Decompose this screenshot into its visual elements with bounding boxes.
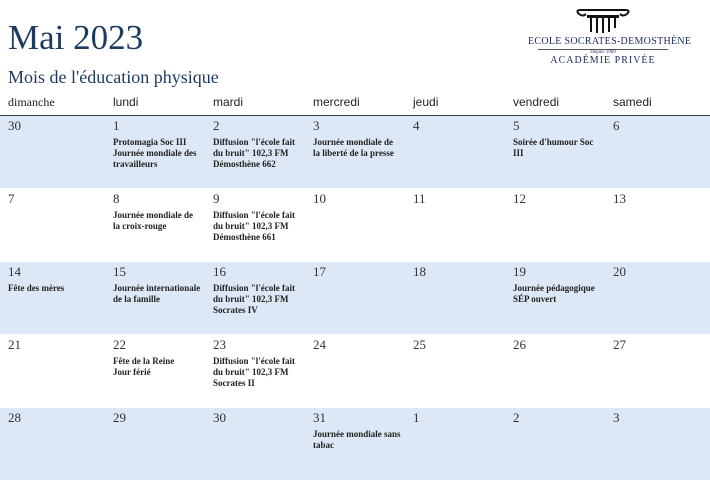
logo-tagline: ACADÉMIE PRIVÉE: [550, 55, 656, 66]
day-number: 2: [513, 410, 520, 425]
day-number: 6: [613, 118, 620, 133]
page-subtitle: Mois de l'éducation physique: [8, 67, 219, 87]
calendar-week-row: [0, 116, 710, 189]
weekday-header: mercredi: [313, 95, 360, 109]
calendar-day-cell[interactable]: [205, 408, 305, 480]
weekday-header: dimanche: [8, 95, 55, 109]
day-number: 1: [113, 118, 120, 133]
calendar-day-cell[interactable]: [605, 262, 710, 334]
day-number: 16: [213, 264, 226, 279]
calendar-day-cell[interactable]: [105, 189, 205, 261]
day-number: 17: [313, 264, 326, 279]
calendar-week-row: [0, 189, 710, 262]
day-event: Diffusion "l'école fait du bruit" 102,3 FM Socrates II: [213, 356, 295, 388]
day-number: 15: [113, 264, 126, 279]
day-number: 8: [113, 191, 120, 206]
calendar-day-cell[interactable]: [105, 262, 205, 334]
day-number: 25: [413, 337, 426, 352]
calendar-day-cell[interactable]: [0, 335, 105, 407]
day-number: 30: [213, 410, 226, 425]
calendar-day-cell[interactable]: [305, 262, 405, 334]
day-number: 31: [313, 410, 326, 425]
calendar-day-cell[interactable]: [505, 408, 605, 480]
day-event: Fête des mères: [8, 283, 65, 293]
calendar-day-cell[interactable]: [205, 335, 305, 407]
calendar-day-cell[interactable]: [505, 262, 605, 334]
day-event: Diffusion "l'école fait du bruit" 102,3 FM Socrates IV: [213, 283, 295, 315]
calendar-day-cell[interactable]: [0, 408, 105, 480]
calendar-day-cell[interactable]: [305, 189, 405, 261]
weekday-header: jeudi: [413, 95, 439, 109]
day-number: 2: [213, 118, 220, 133]
calendar-day-cell[interactable]: [605, 335, 710, 407]
day-number: 21: [8, 337, 21, 352]
weekday-header: samedi: [613, 95, 652, 109]
weekday-header: lundi: [113, 95, 139, 109]
day-number: 30: [8, 118, 21, 133]
calendar-day-cell[interactable]: [105, 116, 205, 188]
page-title: Mai 2023: [8, 18, 144, 57]
day-number: 24: [313, 337, 326, 352]
calendar-day-cell[interactable]: [605, 189, 710, 261]
calendar-day-cell[interactable]: [405, 189, 505, 261]
day-number: 23: [213, 337, 226, 352]
calendar-day-cell[interactable]: [105, 335, 205, 407]
calendar-day-cell[interactable]: [605, 116, 710, 188]
day-number: 13: [613, 191, 626, 206]
calendar-day-cell[interactable]: [205, 189, 305, 261]
calendar-day-cell[interactable]: [0, 116, 105, 188]
day-event: Journée mondiale de la croix-rouge: [113, 210, 193, 231]
calendar-day-cell[interactable]: [0, 189, 105, 261]
day-number: 27: [613, 337, 626, 352]
day-event: Diffusion "l'école fait du bruit" 102,3 FM Démosthène 661: [213, 210, 295, 242]
day-number: 11: [413, 191, 426, 206]
calendar-day-cell[interactable]: [405, 408, 505, 480]
day-number: 12: [513, 191, 526, 206]
weekday-header: vendredi: [513, 95, 560, 109]
day-event: Journée pédagogique SÉP ouvert: [513, 283, 595, 304]
calendar-day-cell[interactable]: [405, 116, 505, 188]
day-number: 1: [413, 410, 420, 425]
day-number: 28: [8, 410, 21, 425]
day-number: 20: [613, 264, 626, 279]
calendar-day-cell[interactable]: [0, 262, 105, 334]
day-event: Journée mondiale de la liberté de la presse: [313, 137, 394, 158]
school-logo: [528, 6, 692, 82]
calendar-grid: [0, 116, 710, 481]
calendar-day-cell[interactable]: [205, 116, 305, 188]
calendar-week-row: [0, 262, 710, 335]
day-number: 14: [8, 264, 21, 279]
column-capital-icon: [573, 8, 633, 36]
day-event: Protomagia Soc III Journée mondiale des travailleurs: [113, 137, 197, 169]
day-event: Journée internationale de la famille: [113, 283, 201, 304]
calendar-day-cell[interactable]: [405, 335, 505, 407]
day-event: Fête de la Reine Jour férié: [113, 356, 175, 377]
day-number: 7: [8, 191, 15, 206]
logo-since: Depuis 1969: [538, 49, 668, 55]
calendar-day-cell[interactable]: [505, 335, 605, 407]
day-event: Diffusion "l'école fait du bruit" 102,3 FM Démosthène 662: [213, 137, 295, 169]
calendar-week-row: [0, 335, 710, 408]
day-number: 22: [113, 337, 126, 352]
calendar-day-cell[interactable]: [605, 408, 710, 480]
day-number: 18: [413, 264, 426, 279]
day-number: 29: [113, 410, 126, 425]
day-number: 5: [513, 118, 520, 133]
day-number: 3: [313, 118, 320, 133]
day-event: Soirée d'humour Soc III: [513, 137, 594, 158]
day-number: 4: [413, 118, 420, 133]
day-number: 26: [513, 337, 526, 352]
calendar-day-cell[interactable]: [305, 408, 405, 480]
calendar-day-cell[interactable]: [305, 335, 405, 407]
calendar-day-cell[interactable]: [405, 262, 505, 334]
weekday-header: mardi: [213, 95, 244, 109]
calendar-day-cell[interactable]: [105, 408, 205, 480]
day-number: 19: [513, 264, 526, 279]
calendar-week-row: [0, 408, 710, 481]
day-number: 9: [213, 191, 220, 206]
day-number: 3: [613, 410, 620, 425]
logo-school-name: ECOLE SOCRATES-DEMOSTHÈNE: [528, 36, 692, 47]
day-event: Journée mondiale sans tabac: [313, 429, 401, 450]
calendar-day-cell[interactable]: [305, 116, 405, 188]
day-number: 10: [313, 191, 326, 206]
calendar-day-cell[interactable]: [505, 116, 605, 188]
calendar-day-cell[interactable]: [505, 189, 605, 261]
weekday-header-row: [0, 93, 710, 117]
calendar-day-cell[interactable]: [205, 262, 305, 334]
